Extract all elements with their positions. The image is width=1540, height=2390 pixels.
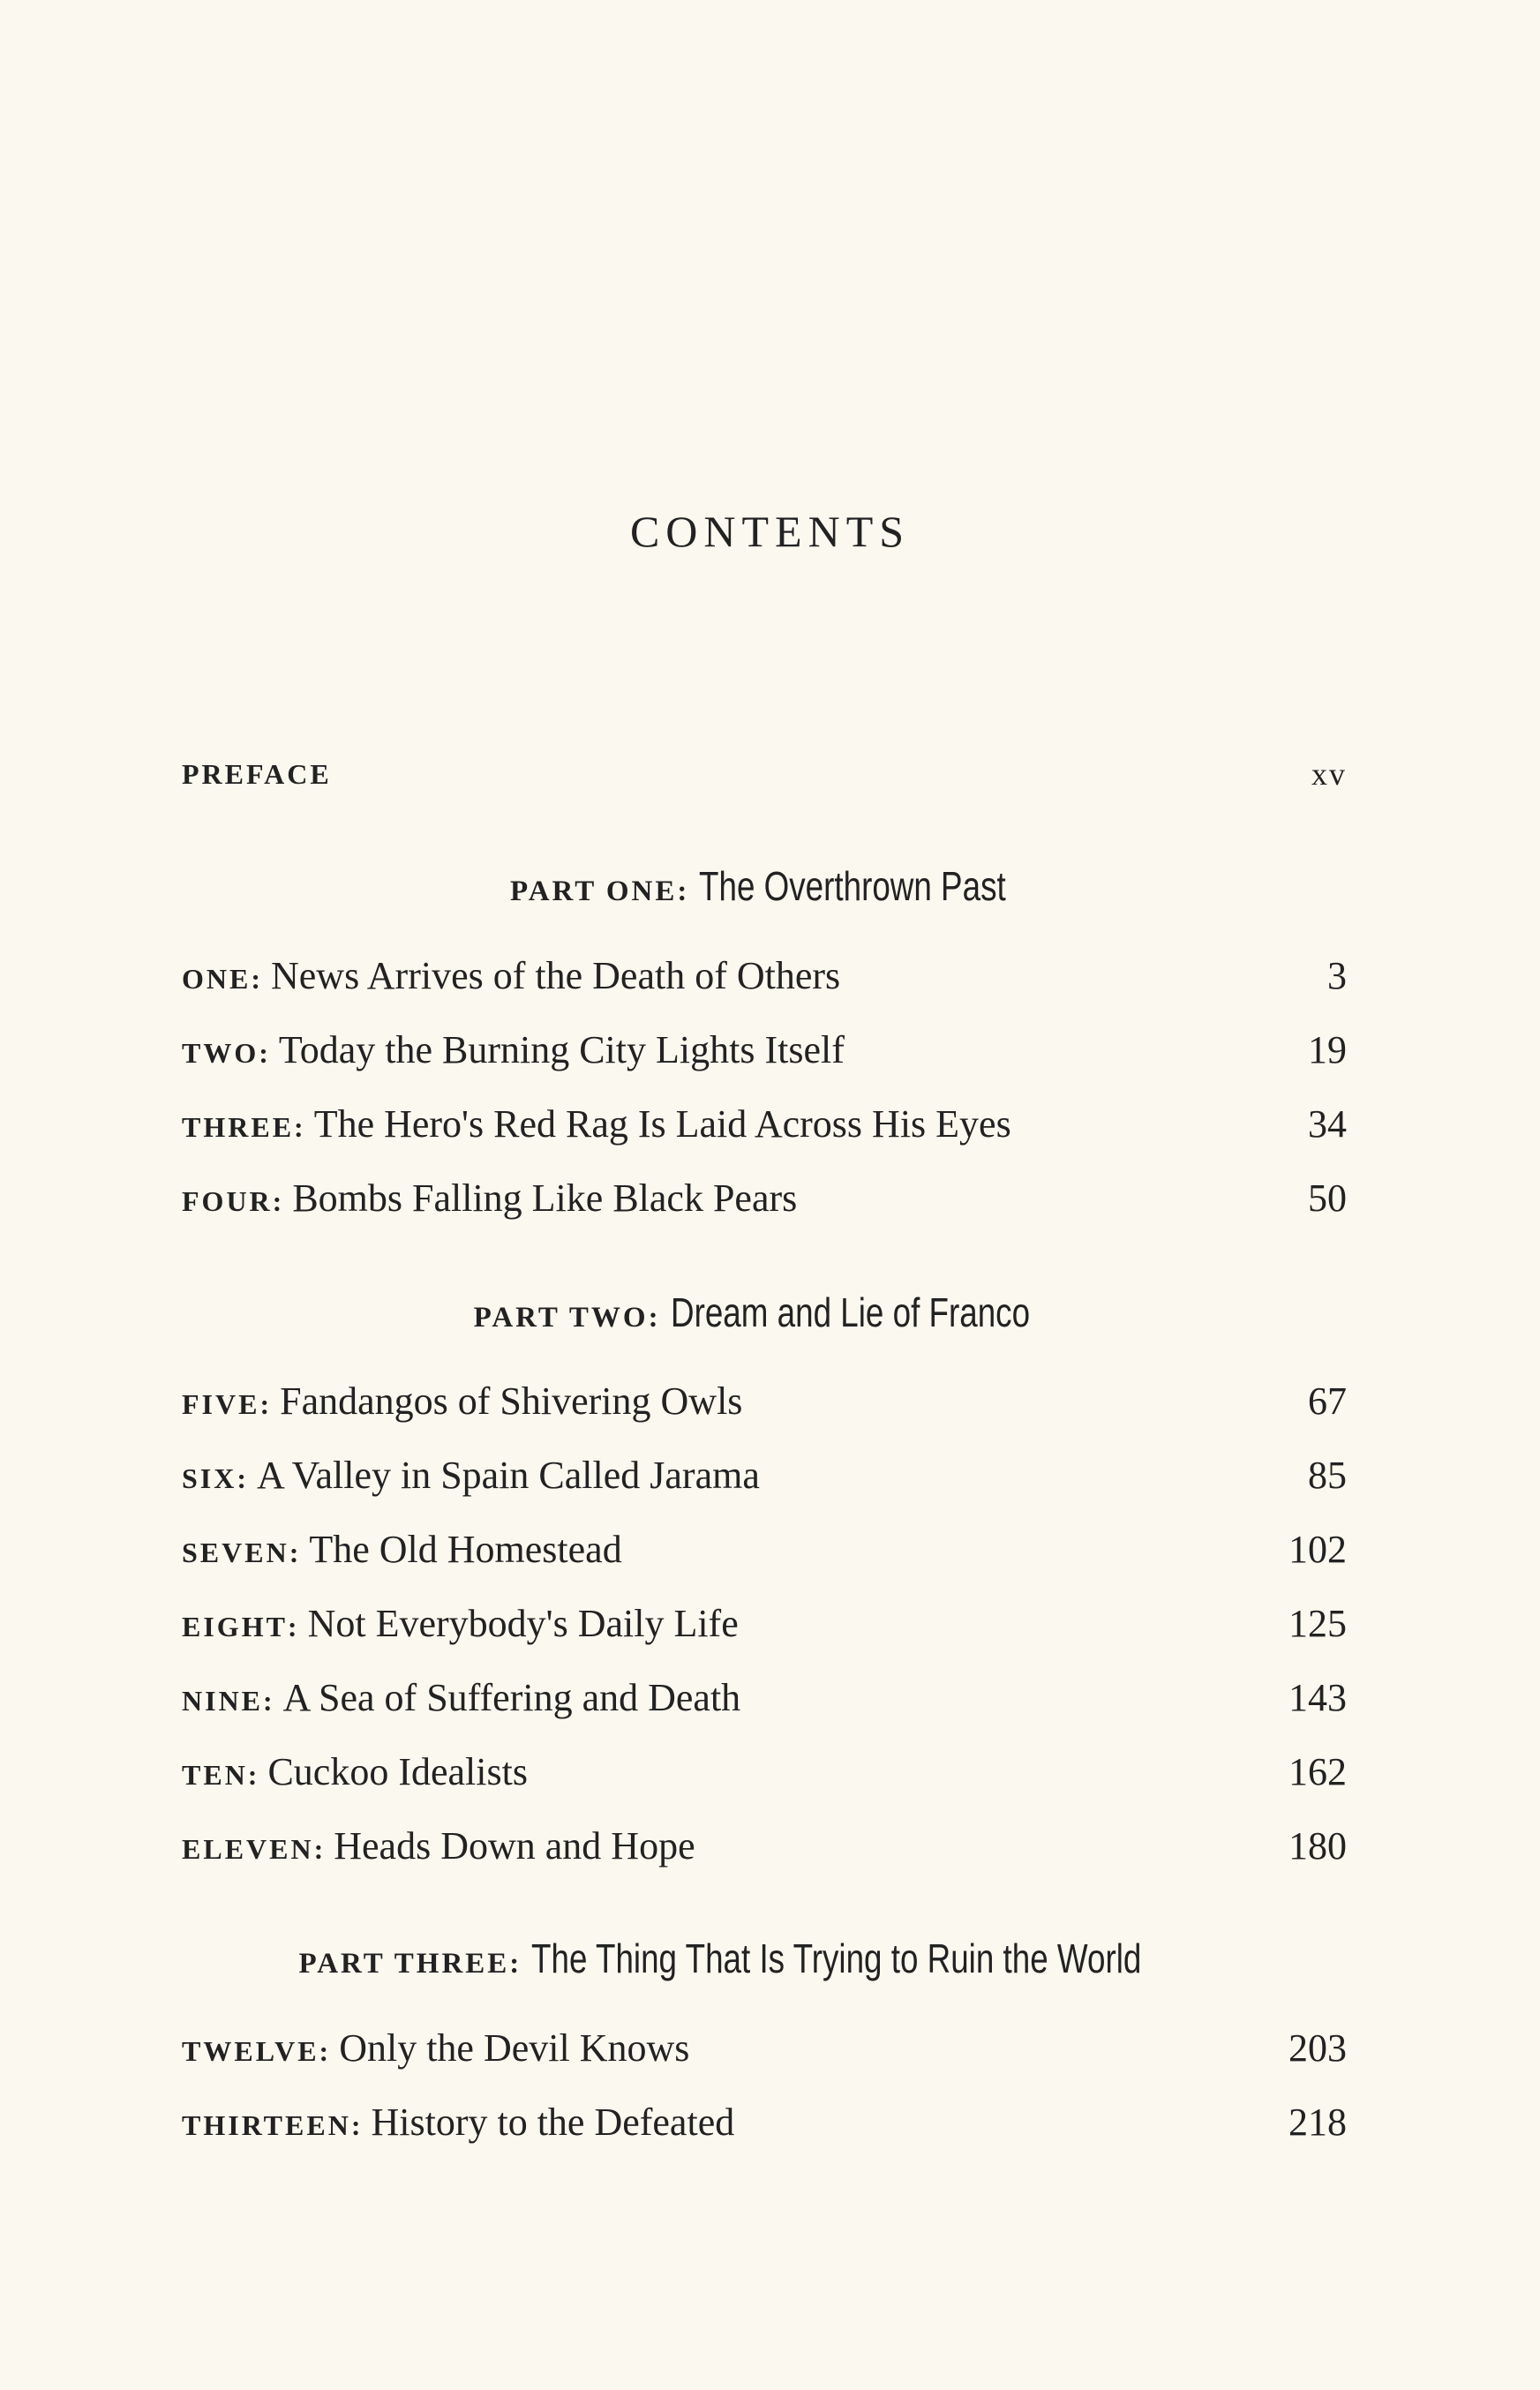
chapter-entry[interactable]: TWO: Today the Burning City Lights Itself 19 bbox=[182, 1022, 1347, 1079]
chapter-entry[interactable]: SEVEN: The Old Homestead 102 bbox=[182, 1522, 1347, 1578]
part-label: PART ONE bbox=[509, 876, 678, 907]
part-heading-three: PART THREE: The Thing That Is Trying to Ruin the World bbox=[0, 1927, 1540, 1990]
chapter-title: Fandangos of Shivering Owls bbox=[280, 1379, 743, 1423]
chapter-title: The Old Homestead bbox=[309, 1528, 622, 1571]
chapter-page-number: 50 bbox=[1308, 1176, 1347, 1220]
chapter-entry[interactable]: TWELVE: Only the Devil Knows 203 bbox=[182, 2020, 1347, 2077]
part-title: The Thing That Is Trying to Ruin the World bbox=[531, 1935, 1142, 1981]
part-label: PART THREE bbox=[298, 1948, 510, 1980]
chapter-title: A Valley in Spain Called Jarama bbox=[257, 1454, 760, 1497]
preface-label: PREFACE bbox=[182, 758, 332, 790]
chapter-title: Bombs Falling Like Black Pears bbox=[292, 1176, 798, 1220]
chapter-title: History to the Defeated bbox=[371, 2101, 735, 2144]
chapter-page-number: 203 bbox=[1288, 2026, 1347, 2070]
page-title: CONTENTS bbox=[629, 507, 911, 556]
chapter-entry[interactable]: TEN: Cuckoo Idealists 162 bbox=[182, 1744, 1347, 1800]
chapter-number: EIGHT bbox=[182, 1611, 288, 1642]
chapter-number: FIVE bbox=[182, 1388, 260, 1420]
preface-page-number: xv bbox=[1311, 756, 1347, 792]
chapter-number: TWO bbox=[182, 1037, 259, 1069]
chapter-entry[interactable]: ELEVEN: Heads Down and Hope 180 bbox=[182, 1818, 1347, 1875]
chapter-entry[interactable]: NINE: A Sea of Suffering and Death 143 bbox=[182, 1670, 1347, 1726]
chapter-number: SEVEN bbox=[182, 1537, 289, 1568]
chapter-number: ONE bbox=[182, 963, 252, 995]
chapter-number: THREE bbox=[182, 1111, 295, 1143]
chapter-number: TEN bbox=[182, 1759, 248, 1791]
chapter-page-number: 180 bbox=[1288, 1824, 1347, 1868]
chapter-title: Not Everybody's Daily Life bbox=[307, 1602, 739, 1645]
chapter-page-number: 19 bbox=[1308, 1028, 1347, 1071]
chapter-page-number: 3 bbox=[1327, 954, 1347, 997]
chapter-number: ELEVEN bbox=[182, 1833, 314, 1865]
part-title: The Overthrown Past bbox=[699, 863, 1007, 909]
chapter-title: The Hero's Red Rag Is Laid Across His Eyes bbox=[313, 1102, 1011, 1146]
chapter-entry[interactable]: FIVE: Fandangos of Shivering Owls 67 bbox=[182, 1373, 1347, 1430]
chapter-entry[interactable]: THIRTEEN: History to the Defeated 218 bbox=[182, 2094, 1347, 2151]
chapter-entry[interactable]: ONE: News Arrives of the Death of Others 3 bbox=[182, 948, 1347, 1004]
chapter-title: A Sea of Suffering and Death bbox=[282, 1676, 741, 1719]
chapter-page-number: 102 bbox=[1288, 1528, 1347, 1571]
chapter-title: Today the Burning City Lights Itself bbox=[278, 1028, 845, 1071]
chapter-number: TWELVE bbox=[182, 2035, 319, 2067]
part-heading-two: PART TWO: Dream and Lie of Franco bbox=[0, 1281, 1540, 1344]
part-label: PART TWO bbox=[473, 1302, 649, 1334]
part-heading-one: PART ONE: The Overthrown Past bbox=[0, 854, 1540, 918]
chapter-page-number: 125 bbox=[1288, 1602, 1347, 1645]
chapter-page-number: 34 bbox=[1308, 1102, 1347, 1146]
chapter-page-number: 218 bbox=[1288, 2101, 1347, 2144]
chapter-title: Only the Devil Knows bbox=[339, 2026, 690, 2070]
chapter-page-number: 67 bbox=[1308, 1379, 1347, 1423]
chapter-title: News Arrives of the Death of Others bbox=[271, 954, 841, 997]
part-title: Dream and Lie of Franco bbox=[670, 1289, 1030, 1335]
chapter-number: NINE bbox=[182, 1685, 264, 1717]
chapter-entry[interactable]: THREE: The Hero's Red Rag Is Laid Across His Eyes 34 bbox=[182, 1096, 1347, 1153]
chapter-page-number: 85 bbox=[1308, 1454, 1347, 1497]
chapter-page-number: 143 bbox=[1288, 1676, 1347, 1719]
chapter-page-number: 162 bbox=[1288, 1750, 1347, 1793]
chapter-number: FOUR bbox=[182, 1185, 273, 1217]
chapter-entry[interactable]: EIGHT: Not Everybody's Daily Life 125 bbox=[182, 1596, 1347, 1652]
chapter-title: Cuckoo Idealists bbox=[267, 1750, 528, 1793]
chapter-entry[interactable]: FOUR: Bombs Falling Like Black Pears 50 bbox=[182, 1170, 1347, 1227]
chapter-number: THIRTEEN bbox=[182, 2109, 351, 2141]
chapter-entry[interactable]: SIX: A Valley in Spain Called Jarama 85 bbox=[182, 1447, 1347, 1504]
chapter-number: SIX bbox=[182, 1462, 237, 1494]
preface-entry[interactable] bbox=[182, 746, 1347, 802]
chapter-title: Heads Down and Hope bbox=[334, 1824, 695, 1868]
